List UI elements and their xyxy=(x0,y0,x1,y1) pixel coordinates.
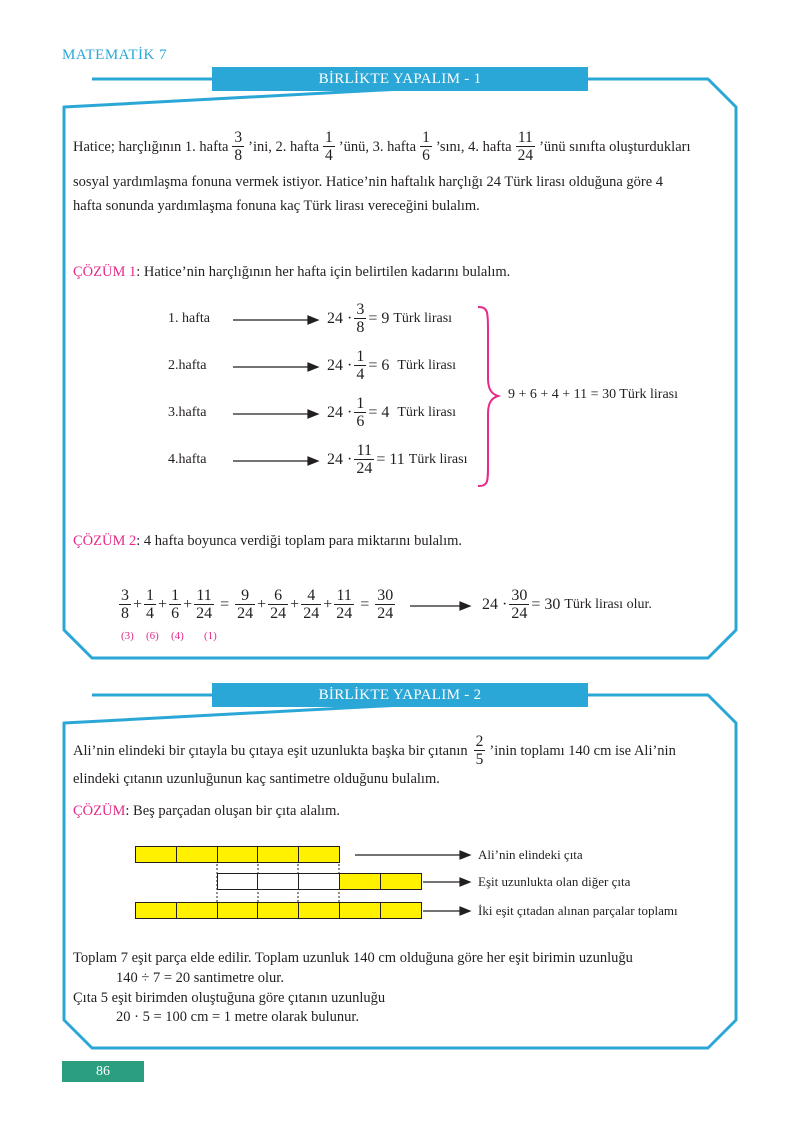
weekly-sum: 9 + 6 + 4 + 11 = 30 Türk lirası xyxy=(508,387,679,402)
solution-text: : Hatice’nin harçlığının her hafta için belirtilen kadarını bulalım. xyxy=(136,264,511,280)
fraction: $\frac{1}{6}$ xyxy=(356,395,365,430)
bar-label: Eşit uzunlukta olan diğer çıta xyxy=(478,874,631,889)
problem1-text: ’ünü, 3. hafta xyxy=(338,138,417,155)
week4-calc: 24 · $\frac{11}{24}$ = 11 Türk lirası xyxy=(327,442,468,477)
problem1-text: ’sını, 4. hafta xyxy=(435,138,512,155)
problem1-text: ’ini, 2. hafta xyxy=(248,138,320,155)
week-label: 1. hafta xyxy=(168,311,210,326)
fraction: $\frac{3}{8}$ xyxy=(356,301,365,336)
week-label: 4.hafta xyxy=(168,452,207,467)
fraction: $\frac{30}{24}$ xyxy=(377,587,394,622)
solution-text: : 4 hafta boyunca verdiği toplam para miktarını bulalım. xyxy=(136,533,463,549)
solution-label: ÇÖZÜM 1 xyxy=(73,264,137,280)
multiplier: (1) xyxy=(204,630,217,642)
section1-title: BİRLİKTE YAPALIM - 1 xyxy=(212,67,588,91)
week3-calc: 24 · $\frac{1}{6}$ = 4 Türk lirası xyxy=(327,395,457,430)
problem1-line2: sosyal yardımlaşma fonuna vermek istiyor. Hatice’nin haftalık harçlığı 24 Türk lirası olduğuna göre 4 xyxy=(73,174,664,190)
conclusion-line2: 140 ÷ 7 = 20 santimetre olur. xyxy=(116,970,284,986)
solution2-heading xyxy=(73,531,462,551)
fraction: $\frac{30}{24}$ xyxy=(511,587,528,622)
fraction-sum-equation: $\frac{3}{8}$ + $\frac{1}{4}$ + $\frac{1}{6}$ + $\frac{11}{24}$ = $\frac{9}{24}$ + $\frac{6}{24}$ + $\frac{4}{24}$ + $\frac{11}{24}$ = $\frac{30}{24}$ xyxy=(121,587,394,622)
problem2-line1 xyxy=(73,733,676,768)
conclusion-line1: Toplam 7 eşit parça elde edilir. Toplam uzunluk 140 cm olduğuna göre her eşit birimin uzunluğu xyxy=(73,950,633,966)
fraction: $\frac{11}{24}$ xyxy=(196,587,213,622)
solution-text: : Beş parçadan oluşan bir çıta alalım. xyxy=(125,803,340,819)
fraction: $\frac{11}{24}$ xyxy=(336,587,353,622)
fraction: $\frac{1}{4}$ xyxy=(146,587,155,622)
problem1-text: ’ünü sınıfta oluşturdukları xyxy=(539,138,691,155)
problem1-line3: hafta sonunda yardımlaşma fonuna kaç Türk lirası vereceğini bulalım. xyxy=(73,198,480,214)
bar-label: Ali’nin elindeki çıta xyxy=(478,847,583,862)
fraction: $\frac{4}{24}$ xyxy=(303,587,320,622)
solution-label: ÇÖZÜM xyxy=(73,803,126,819)
problem2-text: ’inin toplamı 140 cm ise Ali’nin xyxy=(489,742,676,759)
subject-header: MATEMATİK 7 xyxy=(62,47,168,63)
conclusion-line4: 20 · 5 = 100 cm = 1 metre olarak bulunur. xyxy=(116,1009,360,1025)
fraction: $\frac{3}{8}$ xyxy=(121,587,129,622)
fraction: $\frac{1}{6}$ xyxy=(422,129,430,164)
fraction: $\frac{2}{5}$ xyxy=(475,733,484,768)
section2-title: BİRLİKTE YAPALIM - 2 xyxy=(212,683,588,707)
page-number: 86 xyxy=(62,1061,144,1082)
multiplier: (4) xyxy=(171,630,184,642)
fraction: $\frac{9}{24}$ xyxy=(237,587,254,622)
problem2-text: Ali’nin elindeki bir çıtayla bu çıtaya eşit uzunlukta başka bir çıtanın xyxy=(73,742,468,759)
fraction: $\frac{1}{6}$ xyxy=(171,587,180,622)
week2-calc: 24 · $\frac{1}{4}$ = 6 Türk lirası xyxy=(327,348,457,383)
solution-label: ÇÖZÜM 2 xyxy=(73,533,137,549)
multiplier: (3) xyxy=(121,630,134,642)
solution3-heading xyxy=(73,801,340,821)
fraction: $\frac{1}{4}$ xyxy=(356,348,365,383)
fraction: $\frac{11}{24}$ xyxy=(517,129,534,164)
solution1-heading xyxy=(73,262,510,282)
fraction: $\frac{1}{4}$ xyxy=(325,129,333,164)
summary-brace xyxy=(478,307,498,486)
problem2-line2: elindeki çıtanın uzunluğunun kaç santimetre olduğunu bulalım. xyxy=(73,771,440,787)
problem1-line1 xyxy=(73,129,691,164)
problem1-text: Hatice; harçlığının 1. hafta xyxy=(73,138,229,155)
fraction: $\frac{11}{24}$ xyxy=(356,442,373,477)
fraction: $\frac{6}{24}$ xyxy=(270,587,287,622)
fraction: $\frac{3}{8}$ xyxy=(234,129,243,164)
total-result: 24 · $\frac{30}{24}$ = 30 Türk lirası olur. xyxy=(482,587,652,622)
week-label: 3.hafta xyxy=(168,405,207,420)
week1-calc: 24 · $\frac{3}{8}$ = 9 Türk lirası xyxy=(327,301,453,336)
multiplier: (6) xyxy=(146,630,159,642)
bar-label: İki eşit çıtadan alınan parçalar toplamı xyxy=(478,903,678,918)
week-label: 2.hafta xyxy=(168,358,207,373)
conclusion-line3: Çıta 5 eşit birimden oluştuğuna göre çıtanın uzunluğu xyxy=(73,990,386,1006)
